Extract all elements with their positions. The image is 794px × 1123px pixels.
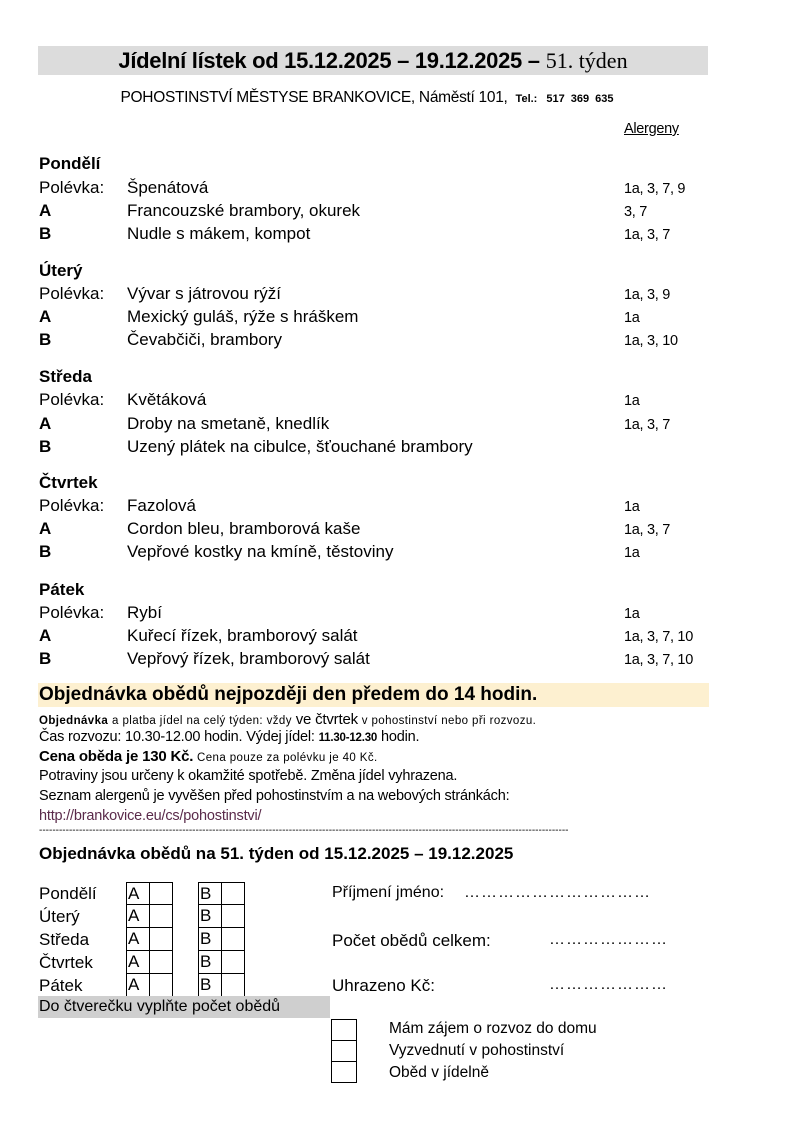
soup-allergens: 1a, 3, 7, 9 [624, 181, 686, 197]
soup-dish: Květáková [127, 390, 207, 409]
option-a-allergens: 1a, 3, 7 [624, 417, 670, 433]
option-b-allergens: 1a, 3, 7 [624, 227, 670, 243]
soup-label: Polévka: [39, 496, 105, 515]
address-text: POHOSTINSTVÍ MĚSTYSE BRANKOVICE, Náměstí 101, [120, 89, 508, 106]
option-a-dish: Cordon bleu, bramborová kaše [127, 519, 361, 538]
week-number: 51. týden [545, 48, 628, 73]
option-a-dish: Kuřecí řízek, bramborový salát [127, 626, 358, 645]
option-b-label: B [39, 330, 52, 349]
option-a-label: A [39, 201, 52, 220]
option-a-dish: Droby na smetaně, knedlík [127, 414, 330, 433]
option-a-allergens: 1a, 3, 7, 10 [624, 629, 693, 645]
soup-label: Polévka: [39, 284, 105, 303]
soup-dish: Fazolová [127, 496, 196, 515]
food-notice: Potraviny jsou určeny k okamžité spotřebě. Změna jídel vyhrazena. [39, 768, 458, 784]
option-a-count-box[interactable] [149, 974, 173, 997]
tel-part: 369 [570, 93, 590, 105]
soup-allergens: 1a [624, 606, 640, 622]
option-b-count-box[interactable] [221, 951, 245, 974]
option-a-label: A [39, 519, 52, 538]
order-row-friday [39, 974, 339, 997]
option-b-count-box[interactable] [221, 928, 245, 951]
option-a-label: A [126, 882, 150, 905]
option-b-dish: Čevabčiči, brambory [127, 330, 282, 349]
soup-allergens: 1a, 3, 9 [624, 287, 670, 303]
order-row-thursday [39, 951, 339, 974]
soup-dish: Špenátová [127, 178, 209, 197]
tel-label: Tel.: [515, 93, 538, 105]
soup-dish: Rybí [127, 603, 162, 622]
option-a-label: A [39, 626, 52, 645]
allergens-heading: Alergeny [624, 121, 679, 137]
payment-info-bold: Objednávka [39, 715, 109, 727]
option-a-dish: Mexický guláš, rýže s hráškem [127, 307, 359, 326]
option-b-count-box[interactable] [221, 974, 245, 997]
option-b-allergens: 1a, 3, 10 [624, 333, 678, 349]
option-b-dish: Nudle s mákem, kompot [127, 224, 311, 243]
option-b-label: B [39, 649, 52, 668]
option-b-label: B [39, 542, 52, 561]
pickup-time: 11.30-12.30 [318, 732, 378, 744]
allergen-list-notice: Seznam alergenů je vyvěšen před pohostinstvím a na webových stránkách: [39, 788, 510, 804]
option-b-label: B [39, 437, 52, 456]
soup-label: Polévka: [39, 603, 105, 622]
soup-label: Polévka: [39, 178, 105, 197]
option-a-label: A [39, 414, 52, 433]
day-title-wednesday: Středa [39, 367, 92, 386]
option-a-count-box[interactable] [149, 951, 173, 974]
menu-title: Jídelní lístek od 15.12.2025 – 19.12.2025 – [118, 48, 540, 73]
payment-info-text: a platba jídel na celý týden: vždy [112, 715, 292, 727]
option-b-allergens: 1a [624, 545, 640, 561]
order-day-label: Úterý [39, 907, 80, 926]
option-a-allergens: 1a, 3, 7 [624, 522, 670, 538]
restaurant-address [0, 89, 740, 107]
soup-dish: Vývar s játrovou rýží [127, 284, 281, 303]
price-info [39, 748, 378, 765]
lunch-price: Cena oběda je 130 Kč. [39, 748, 194, 765]
option-a-count-box[interactable] [149, 882, 173, 905]
order-day-label: Středa [39, 930, 90, 949]
dine-in-option-label: Oběd v jídelně [389, 1064, 489, 1081]
delivery-time-text: Čas rozvozu: 10.30-12.00 hodin. Výdej jídel: [39, 729, 315, 745]
option-b-label: B [198, 951, 222, 974]
paid-amount-label: Uhrazeno Kč: [332, 976, 435, 995]
option-b-count-box[interactable] [221, 905, 245, 928]
order-row-wednesday [39, 928, 339, 951]
day-title-tuesday: Úterý [39, 261, 83, 280]
pickup-checkbox[interactable] [331, 1040, 357, 1062]
option-b-label: B [198, 974, 222, 997]
order-deadline-notice: Objednávka obědů nejpozději den předem do 14 hodin. [38, 683, 709, 707]
order-row-tuesday [39, 905, 339, 928]
option-a-label: A [126, 951, 150, 974]
website-link[interactable]: http://brankovice.eu/cs/pohostinstvi/ [39, 808, 262, 824]
option-a-count-box[interactable] [149, 905, 173, 928]
soup-label: Polévka: [39, 390, 105, 409]
day-title-friday: Pátek [39, 580, 85, 599]
order-form-title: Objednávka obědů na 51. týden od 15.12.2025 – 19.12.2025 [39, 844, 514, 863]
option-b-label: B [198, 905, 222, 928]
option-b-count-box[interactable] [221, 882, 245, 905]
option-b-dish: Vepřové kostky na kmíně, těstoviny [127, 542, 394, 561]
delivery-time-end: hodin. [380, 729, 420, 745]
delivery-option-label: Mám zájem o rozvoz do domu [389, 1020, 597, 1037]
fill-instructions: Do čtverečku vyplňte počet obědů [38, 996, 330, 1018]
option-b-label: B [198, 882, 222, 905]
soup-allergens: 1a [624, 393, 640, 409]
day-title-monday: Pondělí [39, 154, 101, 173]
order-day-label: Čtvrtek [39, 953, 93, 972]
order-day-label: Pátek [39, 976, 83, 995]
option-a-label: A [126, 905, 150, 928]
delivery-checkbox[interactable] [331, 1019, 357, 1041]
option-a-dish: Francouzské brambory, okurek [127, 201, 361, 220]
payment-day: ve čtvrtek [295, 711, 358, 728]
option-a-label: A [126, 928, 150, 951]
day-title-thursday: Čtvrtek [39, 473, 98, 492]
paid-amount-field[interactable]: ………………… [549, 976, 668, 993]
order-day-label: Pondělí [39, 884, 97, 903]
name-field-label: Příjmení jméno: [332, 884, 445, 901]
lunch-count-field[interactable]: ………………… [549, 931, 668, 948]
dine-in-checkbox[interactable] [331, 1061, 357, 1083]
soup-allergens: 1a [624, 499, 640, 515]
option-a-count-box[interactable] [149, 928, 173, 951]
option-b-label: B [39, 224, 52, 243]
payment-info [39, 711, 536, 728]
order-row-monday [39, 882, 339, 905]
payment-info-end: v pohostinství nebo při rozvozu. [361, 715, 537, 727]
option-b-dish: Vepřový řízek, bramborový salát [127, 649, 370, 668]
name-field[interactable]: …………………………… [464, 884, 651, 901]
option-a-label: A [126, 974, 150, 997]
soup-price: Cena pouze za polévku je 40 Kč. [197, 752, 378, 764]
cut-line-divider: --------------------------------------------------------------------------------------------------------------------------------------------------------------- [39, 825, 569, 836]
menu-title-bar [38, 46, 708, 75]
option-b-allergens: 1a, 3, 7, 10 [624, 652, 693, 668]
option-b-dish: Uzený plátek na cibulce, šťouchané brambory [127, 437, 473, 456]
delivery-times [39, 729, 419, 745]
option-a-allergens: 3, 7 [624, 204, 647, 220]
lunch-count-label: Počet obědů celkem: [332, 931, 491, 950]
telephone [516, 93, 620, 105]
tel-part: 517 [546, 93, 565, 105]
option-b-label: B [198, 928, 222, 951]
tel-part: 635 [595, 93, 614, 105]
option-a-label: A [39, 307, 52, 326]
pickup-option-label: Vyzvednutí v pohostinství [389, 1042, 565, 1059]
option-a-allergens: 1a [624, 310, 640, 326]
